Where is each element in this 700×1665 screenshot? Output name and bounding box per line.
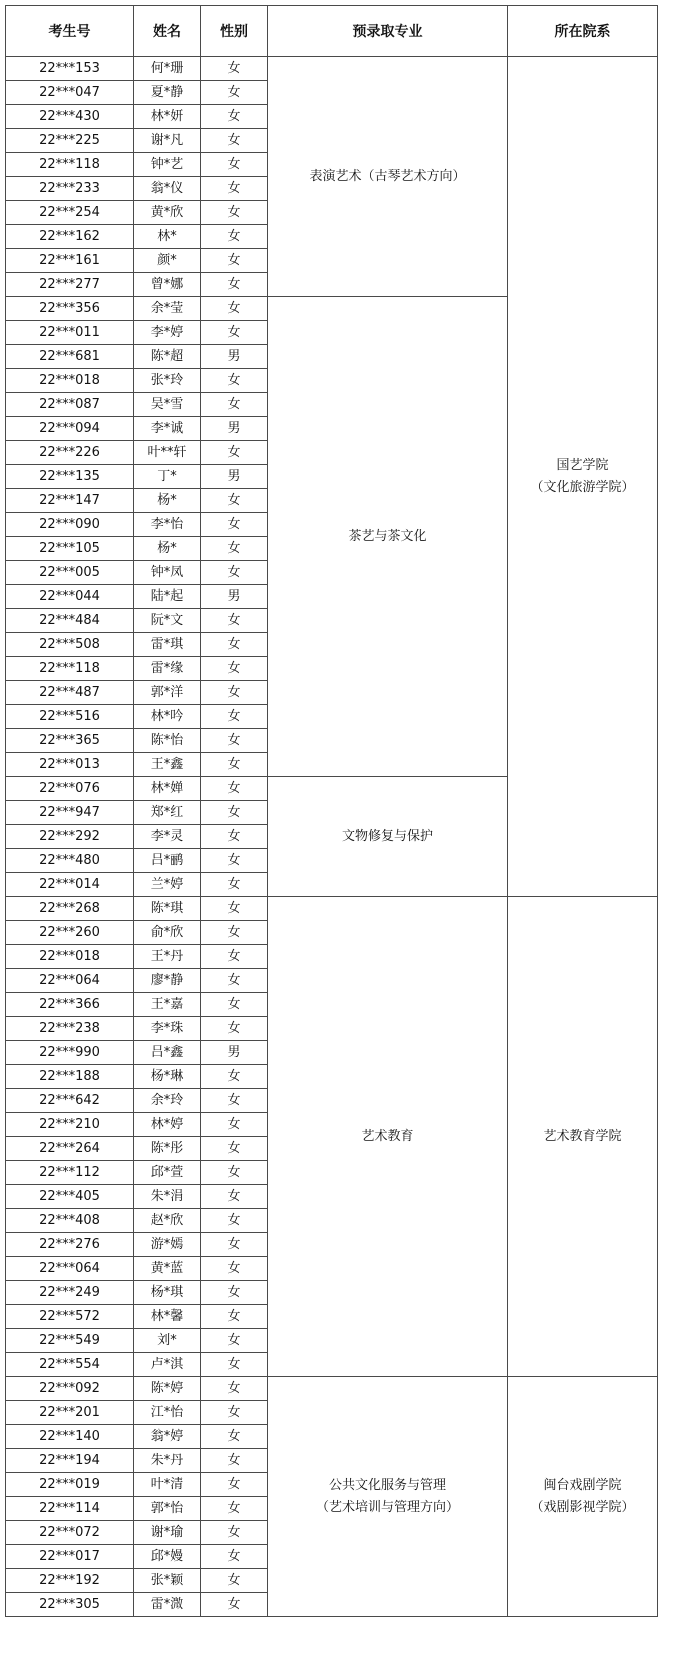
exam-id-cell: 22***305 xyxy=(6,1593,134,1617)
exam-id-cell: 22***642 xyxy=(6,1089,134,1113)
gender-cell: 女 xyxy=(201,273,268,297)
exam-id-cell: 22***405 xyxy=(6,1185,134,1209)
exam-id-cell: 22***047 xyxy=(6,81,134,105)
major-cell xyxy=(268,777,508,897)
header-gender: 性别 xyxy=(201,6,268,57)
department-cell-line: 国艺学院 xyxy=(556,457,609,473)
gender-cell: 女 xyxy=(201,177,268,201)
name-cell: 赵*欣 xyxy=(134,1209,201,1233)
department-cell-line: 闽台戏剧学院 xyxy=(543,1477,622,1493)
exam-id-cell: 22***105 xyxy=(6,537,134,561)
gender-cell: 女 xyxy=(201,633,268,657)
exam-id-cell: 22***017 xyxy=(6,1545,134,1569)
name-cell: 翁*仪 xyxy=(134,177,201,201)
department-cell-line: （文化旅游学院） xyxy=(530,479,635,495)
exam-id-cell: 22***018 xyxy=(6,945,134,969)
name-cell: 刘* xyxy=(134,1329,201,1353)
gender-cell: 女 xyxy=(201,153,268,177)
exam-id-cell: 22***356 xyxy=(6,297,134,321)
gender-cell: 女 xyxy=(201,561,268,585)
gender-cell: 女 xyxy=(201,513,268,537)
gender-cell: 女 xyxy=(201,1521,268,1545)
major-cell-line: 茶艺与茶文化 xyxy=(348,528,427,544)
name-cell: 朱*丹 xyxy=(134,1449,201,1473)
exam-id-cell: 22***201 xyxy=(6,1401,134,1425)
gender-cell: 女 xyxy=(201,1401,268,1425)
gender-cell: 女 xyxy=(201,225,268,249)
major-cell xyxy=(268,897,508,1377)
gender-cell: 女 xyxy=(201,945,268,969)
gender-cell: 女 xyxy=(201,993,268,1017)
gender-cell: 女 xyxy=(201,969,268,993)
gender-cell: 女 xyxy=(201,1569,268,1593)
name-cell: 黄*蓝 xyxy=(134,1257,201,1281)
exam-id-cell: 22***140 xyxy=(6,1425,134,1449)
exam-id-cell: 22***188 xyxy=(6,1065,134,1089)
name-cell: 陈*怡 xyxy=(134,729,201,753)
major-cell-line: 文物修复与保护 xyxy=(341,828,433,844)
name-cell: 吕*鹂 xyxy=(134,849,201,873)
exam-id-cell: 22***014 xyxy=(6,873,134,897)
exam-id-cell: 22***118 xyxy=(6,657,134,681)
exam-id-cell: 22***508 xyxy=(6,633,134,657)
name-cell: 郭*怡 xyxy=(134,1497,201,1521)
gender-cell: 女 xyxy=(201,1137,268,1161)
department-cell xyxy=(508,57,658,897)
gender-cell: 男 xyxy=(201,417,268,441)
gender-cell: 男 xyxy=(201,465,268,489)
gender-cell: 女 xyxy=(201,249,268,273)
gender-cell: 女 xyxy=(201,1233,268,1257)
exam-id-cell: 22***087 xyxy=(6,393,134,417)
name-cell: 黄*欣 xyxy=(134,201,201,225)
department-cell-line: （戏剧影视学院） xyxy=(530,1499,635,1515)
exam-id-cell: 22***226 xyxy=(6,441,134,465)
name-cell: 王*丹 xyxy=(134,945,201,969)
exam-id-cell: 22***162 xyxy=(6,225,134,249)
name-cell: 李*珠 xyxy=(134,1017,201,1041)
exam-id-cell: 22***013 xyxy=(6,753,134,777)
gender-cell: 女 xyxy=(201,825,268,849)
gender-cell: 女 xyxy=(201,489,268,513)
exam-id-cell: 22***990 xyxy=(6,1041,134,1065)
exam-id-cell: 22***194 xyxy=(6,1449,134,1473)
header-row xyxy=(6,6,658,57)
exam-id-cell: 22***292 xyxy=(6,825,134,849)
exam-id-cell: 22***681 xyxy=(6,345,134,369)
name-cell: 吴*雪 xyxy=(134,393,201,417)
gender-cell: 女 xyxy=(201,897,268,921)
name-cell: 陈*彤 xyxy=(134,1137,201,1161)
name-cell: 林*婷 xyxy=(134,1113,201,1137)
header-exam-id: 考生号 xyxy=(6,6,134,57)
exam-id-cell: 22***018 xyxy=(6,369,134,393)
name-cell: 阮*文 xyxy=(134,609,201,633)
gender-cell: 女 xyxy=(201,393,268,417)
header-major: 预录取专业 xyxy=(268,6,508,57)
exam-id-cell: 22***249 xyxy=(6,1281,134,1305)
exam-id-cell: 22***487 xyxy=(6,681,134,705)
name-cell: 曾*娜 xyxy=(134,273,201,297)
name-cell: 林*吟 xyxy=(134,705,201,729)
name-cell: 颜* xyxy=(134,249,201,273)
gender-cell: 女 xyxy=(201,1065,268,1089)
exam-id-cell: 22***064 xyxy=(6,969,134,993)
exam-id-cell: 22***484 xyxy=(6,609,134,633)
table-row xyxy=(6,57,658,81)
exam-id-cell: 22***161 xyxy=(6,249,134,273)
table-row xyxy=(6,897,658,921)
gender-cell: 女 xyxy=(201,441,268,465)
name-cell: 张*颖 xyxy=(134,1569,201,1593)
name-cell: 余*莹 xyxy=(134,297,201,321)
name-cell: 林* xyxy=(134,225,201,249)
gender-cell: 女 xyxy=(201,849,268,873)
name-cell: 陈*琪 xyxy=(134,897,201,921)
gender-cell: 女 xyxy=(201,1449,268,1473)
exam-id-cell: 22***092 xyxy=(6,1377,134,1401)
name-cell: 兰*婷 xyxy=(134,873,201,897)
name-cell: 郑*红 xyxy=(134,801,201,825)
exam-id-cell: 22***365 xyxy=(6,729,134,753)
gender-cell: 女 xyxy=(201,801,268,825)
gender-cell: 女 xyxy=(201,657,268,681)
gender-cell: 女 xyxy=(201,1257,268,1281)
exam-id-cell: 22***260 xyxy=(6,921,134,945)
gender-cell: 女 xyxy=(201,1281,268,1305)
gender-cell: 女 xyxy=(201,1353,268,1377)
gender-cell: 女 xyxy=(201,753,268,777)
department-cell-line: 艺术教育学院 xyxy=(543,1128,622,1144)
exam-id-cell: 22***430 xyxy=(6,105,134,129)
name-cell: 陈*婷 xyxy=(134,1377,201,1401)
name-cell: 丁* xyxy=(134,465,201,489)
name-cell: 游*嫣 xyxy=(134,1233,201,1257)
exam-id-cell: 22***090 xyxy=(6,513,134,537)
gender-cell: 女 xyxy=(201,105,268,129)
name-cell: 夏*静 xyxy=(134,81,201,105)
table-header xyxy=(6,6,658,57)
name-cell: 廖*静 xyxy=(134,969,201,993)
exam-id-cell: 22***118 xyxy=(6,153,134,177)
exam-id-cell: 22***094 xyxy=(6,417,134,441)
name-cell: 钟*艺 xyxy=(134,153,201,177)
exam-id-cell: 22***210 xyxy=(6,1113,134,1137)
gender-cell: 女 xyxy=(201,705,268,729)
major-cell-line: 艺术教育 xyxy=(361,1128,414,1144)
gender-cell: 女 xyxy=(201,1113,268,1137)
name-cell: 余*玲 xyxy=(134,1089,201,1113)
exam-id-cell: 22***011 xyxy=(6,321,134,345)
name-cell: 李*诚 xyxy=(134,417,201,441)
name-cell: 林*妍 xyxy=(134,105,201,129)
name-cell: 叶**轩 xyxy=(134,441,201,465)
exam-id-cell: 22***254 xyxy=(6,201,134,225)
name-cell: 李*怡 xyxy=(134,513,201,537)
gender-cell: 女 xyxy=(201,1185,268,1209)
header-department: 所在院系 xyxy=(508,6,658,57)
exam-id-cell: 22***072 xyxy=(6,1521,134,1545)
exam-id-cell: 22***276 xyxy=(6,1233,134,1257)
gender-cell: 女 xyxy=(201,297,268,321)
name-cell: 王*鑫 xyxy=(134,753,201,777)
exam-id-cell: 22***480 xyxy=(6,849,134,873)
name-cell: 杨* xyxy=(134,537,201,561)
exam-id-cell: 22***264 xyxy=(6,1137,134,1161)
gender-cell: 男 xyxy=(201,585,268,609)
gender-cell: 女 xyxy=(201,1209,268,1233)
name-cell: 邱*萱 xyxy=(134,1161,201,1185)
exam-id-cell: 22***572 xyxy=(6,1305,134,1329)
name-cell: 杨*琪 xyxy=(134,1281,201,1305)
major-cell-line: （艺术培训与管理方向） xyxy=(315,1499,459,1515)
exam-id-cell: 22***268 xyxy=(6,897,134,921)
exam-id-cell: 22***112 xyxy=(6,1161,134,1185)
name-cell: 杨*琳 xyxy=(134,1065,201,1089)
major-cell xyxy=(268,57,508,297)
name-cell: 吕*鑫 xyxy=(134,1041,201,1065)
major-cell xyxy=(268,297,508,777)
gender-cell: 女 xyxy=(201,1425,268,1449)
gender-cell: 女 xyxy=(201,201,268,225)
department-cell xyxy=(508,897,658,1377)
name-cell: 朱*涓 xyxy=(134,1185,201,1209)
exam-id-cell: 22***947 xyxy=(6,801,134,825)
gender-cell: 女 xyxy=(201,681,268,705)
department-cell xyxy=(508,1377,658,1617)
name-cell: 林*馨 xyxy=(134,1305,201,1329)
gender-cell: 女 xyxy=(201,57,268,81)
exam-id-cell: 22***225 xyxy=(6,129,134,153)
name-cell: 何*珊 xyxy=(134,57,201,81)
gender-cell: 女 xyxy=(201,1545,268,1569)
name-cell: 王*嘉 xyxy=(134,993,201,1017)
admission-table xyxy=(5,5,658,1617)
name-cell: 郭*洋 xyxy=(134,681,201,705)
gender-cell: 女 xyxy=(201,1497,268,1521)
name-cell: 李*灵 xyxy=(134,825,201,849)
gender-cell: 男 xyxy=(201,345,268,369)
name-cell: 俞*欣 xyxy=(134,921,201,945)
gender-cell: 女 xyxy=(201,1377,268,1401)
name-cell: 陆*起 xyxy=(134,585,201,609)
name-cell: 雷*琪 xyxy=(134,633,201,657)
gender-cell: 女 xyxy=(201,1305,268,1329)
name-cell: 江*怡 xyxy=(134,1401,201,1425)
gender-cell: 女 xyxy=(201,1161,268,1185)
name-cell: 雷*缘 xyxy=(134,657,201,681)
name-cell: 雷*溦 xyxy=(134,1593,201,1617)
gender-cell: 女 xyxy=(201,1593,268,1617)
exam-id-cell: 22***554 xyxy=(6,1353,134,1377)
gender-cell: 女 xyxy=(201,537,268,561)
gender-cell: 女 xyxy=(201,873,268,897)
gender-cell: 女 xyxy=(201,1329,268,1353)
name-cell: 杨* xyxy=(134,489,201,513)
gender-cell: 女 xyxy=(201,1017,268,1041)
gender-cell: 女 xyxy=(201,921,268,945)
gender-cell: 女 xyxy=(201,369,268,393)
gender-cell: 男 xyxy=(201,1041,268,1065)
exam-id-cell: 22***277 xyxy=(6,273,134,297)
gender-cell: 女 xyxy=(201,1473,268,1497)
exam-id-cell: 22***233 xyxy=(6,177,134,201)
name-cell: 李*婷 xyxy=(134,321,201,345)
exam-id-cell: 22***147 xyxy=(6,489,134,513)
exam-id-cell: 22***044 xyxy=(6,585,134,609)
exam-id-cell: 22***076 xyxy=(6,777,134,801)
exam-id-cell: 22***516 xyxy=(6,705,134,729)
exam-id-cell: 22***005 xyxy=(6,561,134,585)
gender-cell: 女 xyxy=(201,1089,268,1113)
gender-cell: 女 xyxy=(201,609,268,633)
gender-cell: 女 xyxy=(201,321,268,345)
gender-cell: 女 xyxy=(201,777,268,801)
exam-id-cell: 22***019 xyxy=(6,1473,134,1497)
gender-cell: 女 xyxy=(201,729,268,753)
gender-cell: 女 xyxy=(201,81,268,105)
major-cell xyxy=(268,1377,508,1617)
name-cell: 林*婵 xyxy=(134,777,201,801)
name-cell: 叶*清 xyxy=(134,1473,201,1497)
major-cell-line: 公共文化服务与管理 xyxy=(328,1477,446,1493)
table-row xyxy=(6,1377,658,1401)
exam-id-cell: 22***064 xyxy=(6,1257,134,1281)
name-cell: 翁*婷 xyxy=(134,1425,201,1449)
name-cell: 钟*凤 xyxy=(134,561,201,585)
gender-cell: 女 xyxy=(201,129,268,153)
name-cell: 张*玲 xyxy=(134,369,201,393)
exam-id-cell: 22***408 xyxy=(6,1209,134,1233)
name-cell: 邱*嫚 xyxy=(134,1545,201,1569)
header-name: 姓名 xyxy=(134,6,201,57)
name-cell: 卢*淇 xyxy=(134,1353,201,1377)
exam-id-cell: 22***366 xyxy=(6,993,134,1017)
table-body xyxy=(6,57,658,1617)
exam-id-cell: 22***153 xyxy=(6,57,134,81)
exam-id-cell: 22***192 xyxy=(6,1569,134,1593)
exam-id-cell: 22***114 xyxy=(6,1497,134,1521)
name-cell: 谢*瑜 xyxy=(134,1521,201,1545)
major-cell-line: 表演艺术（古琴艺术方向） xyxy=(309,168,466,184)
exam-id-cell: 22***549 xyxy=(6,1329,134,1353)
exam-id-cell: 22***135 xyxy=(6,465,134,489)
name-cell: 陈*超 xyxy=(134,345,201,369)
name-cell: 谢*凡 xyxy=(134,129,201,153)
exam-id-cell: 22***238 xyxy=(6,1017,134,1041)
